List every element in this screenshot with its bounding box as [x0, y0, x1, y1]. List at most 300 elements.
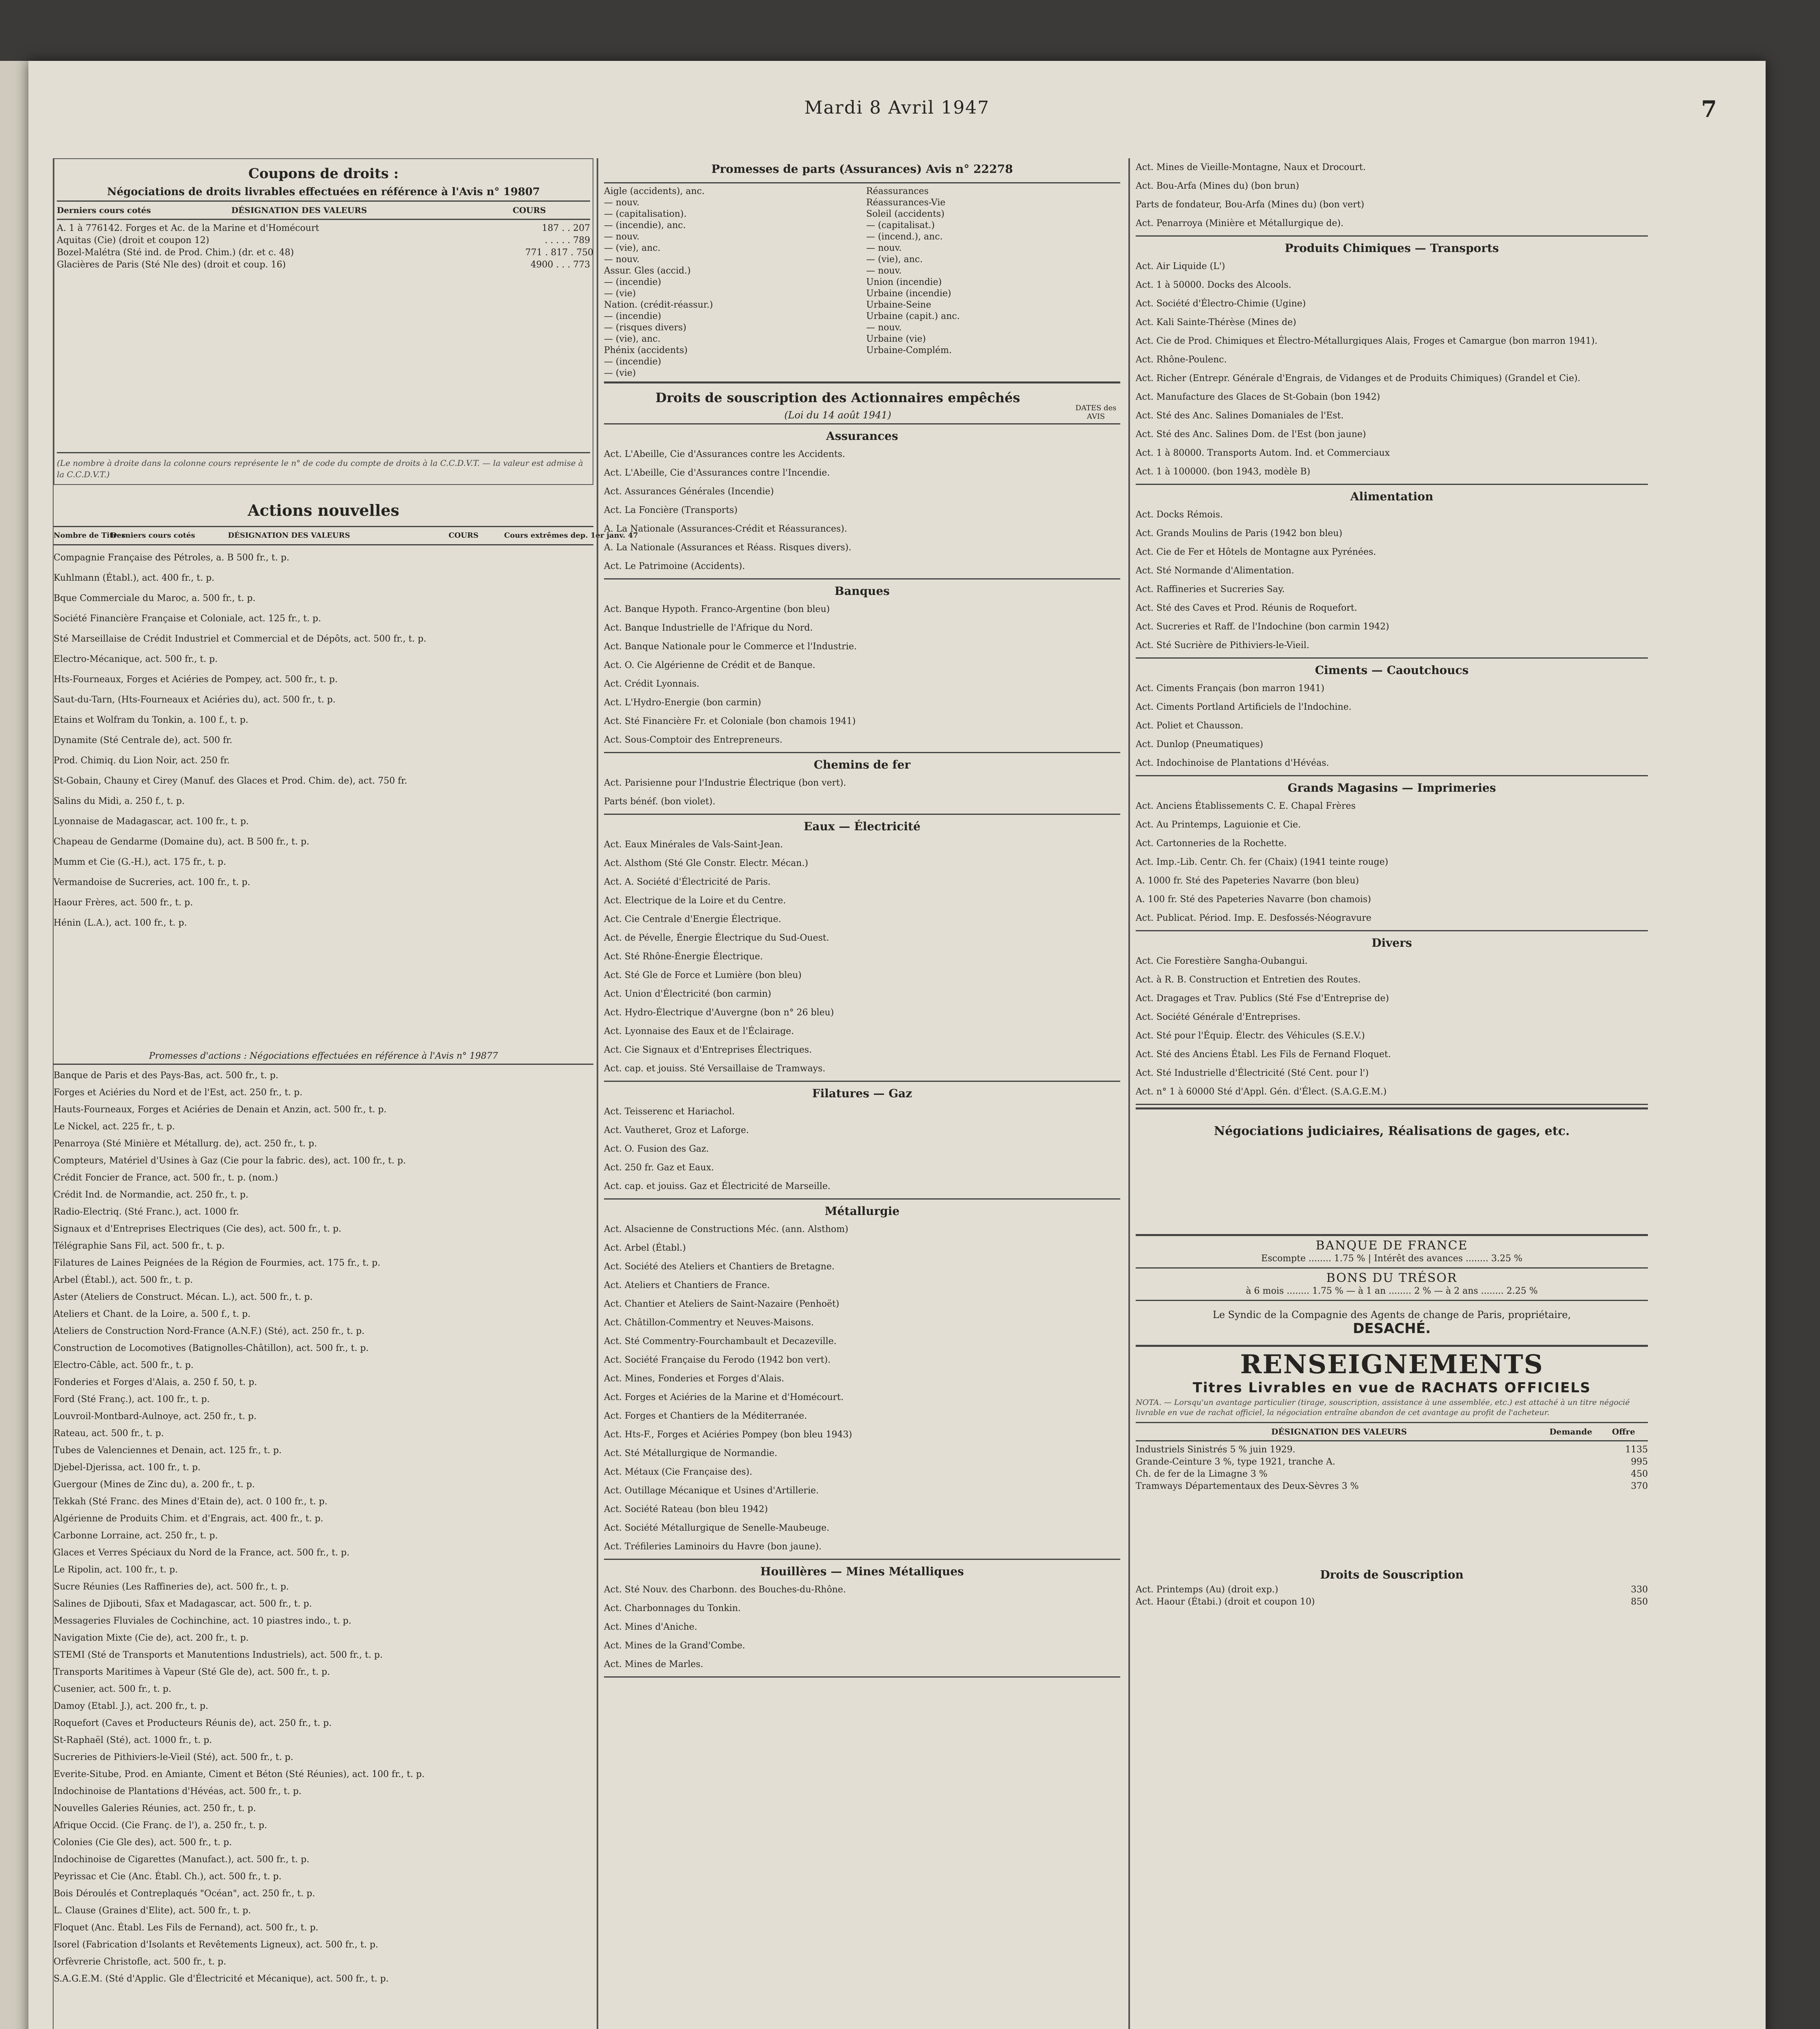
promesse-row	[54, 1800, 593, 1817]
action-row	[54, 670, 593, 690]
droit-row	[604, 1581, 1120, 1599]
promesse-row	[54, 1732, 593, 1749]
promesse-row-label: Sucreries de Pithiviers-le-Vieil (Sté), act. 500 fr., t. p.	[54, 1752, 293, 1762]
droit-row-label: Act. Sté Sucrière de Pithiviers-le-Vieil.	[1136, 640, 1309, 650]
droit-row	[604, 1276, 1120, 1295]
coupon-row-value: 4900 . . . 773	[530, 260, 590, 270]
droit-row	[1136, 989, 1648, 1008]
promesse-row-label: Banque de Paris et des Pays-Bas, act. 500 fr., t. p.	[54, 1071, 278, 1081]
droit-row	[1136, 524, 1648, 543]
coupon-row-label: Bozel-Malétra (Sté ind. de Prod. Chim.) (dr. et c. 48)	[57, 248, 294, 258]
promesse-row-label: Electro-Câble, act. 500 fr., t. p.	[54, 1360, 194, 1370]
parts-row-label: — (vie), anc.	[604, 334, 661, 344]
parts-row	[866, 254, 1120, 265]
parts-row	[604, 345, 858, 356]
promesse-row-label: Crédit Ind. de Normandie, act. 250 fr., t. p.	[54, 1190, 249, 1200]
coupon-row-value: 187 . . 207	[542, 223, 590, 233]
promesse-row	[54, 1749, 593, 1766]
droit-row	[604, 793, 1120, 811]
droit-row-label: Act. Manufacture des Glaces de St-Gobain (bon 1942)	[1136, 392, 1380, 402]
promesse-row-label: Crédit Foncier de France, act. 500 fr., t. p. (nom.)	[54, 1173, 278, 1183]
droit-row	[604, 948, 1120, 966]
promesse-row-label: Guergour (Mines de Zinc du), a. 200 fr., t. p.	[54, 1480, 255, 1490]
promesse-row	[54, 1306, 593, 1323]
promesse-row	[54, 1544, 593, 1562]
droit-row-label: Act. Union d'Électricité (bon carmin)	[604, 989, 772, 999]
action-row	[54, 629, 593, 649]
promesse-row	[54, 1408, 593, 1425]
droit-row-label: Act. Kali Sainte-Thérèse (Mines de)	[1136, 317, 1296, 327]
action-row-label: Mumm et Cie (G.-H.), act. 175 fr., t. p.	[54, 857, 226, 867]
droit-row	[604, 520, 1120, 538]
promesse-row	[54, 1476, 593, 1493]
droit-row-label: Act. n° 1 à 60000 Sté d'Appl. Gén. d'Élect. (S.A.G.E.M.)	[1136, 1087, 1387, 1097]
promesse-row-label: Salines de Djibouti, Sfax et Madagascar, act. 500 fr., t. p.	[54, 1599, 312, 1609]
parts-row-label: — (risques divers)	[604, 323, 686, 333]
droit-row-label: Act. Sté Métallurgique de Normandie.	[604, 1448, 777, 1458]
promesse-row-label: Carbonne Lorraine, act. 250 fr., t. p.	[54, 1531, 218, 1541]
souscription-row-value: 330	[1631, 1585, 1648, 1595]
rachat-row	[1136, 1444, 1648, 1456]
promesse-row-label: Floquet (Anc. Établ. Les Fils de Fernand), act. 500 fr., t. p.	[54, 1923, 319, 1933]
parts-row-label: Nation. (crédit-réassur.)	[604, 300, 713, 310]
promesse-row	[54, 1766, 593, 1783]
rachat-row	[1136, 1480, 1648, 1493]
droit-row-label: Act. Alsthom (Sté Gle Constr. Electr. Mécan.)	[604, 858, 809, 868]
droit-row-label: Act. A. Société d'Électricité de Paris.	[604, 877, 771, 887]
parts-row-label: Soleil (accidents)	[866, 209, 945, 219]
droit-row-label: Act. L'Abeille, Cie d'Assurances contre les Accidents.	[604, 449, 845, 459]
promesse-row-label: STEMI (Sté de Transports et Manutentions Industriels), act. 500 fr., t. p.	[54, 1650, 383, 1660]
droit-row-label: Act. Au Printemps, Laguionie et Cie.	[1136, 820, 1301, 830]
parts-row	[866, 197, 1120, 209]
promesse-row-label: Transports Maritimes à Vapeur (Sté Gle de), act. 500 fr., t. p.	[54, 1667, 330, 1677]
parts-row-label: Réassurances	[866, 186, 929, 196]
parts-row-label: Union (incendie)	[866, 277, 942, 287]
droit-row	[604, 675, 1120, 694]
parts-row-label: Phénix (accidents)	[604, 345, 688, 355]
promesse-row	[54, 1067, 593, 1084]
promesse-row-label: Orfèvrerie Christofle, act. 500 fr., t. p.	[54, 1957, 226, 1967]
droit-row-label: Act. 1 à 100000. (bon 1943, modèle B)	[1136, 467, 1311, 477]
droit-row	[604, 445, 1120, 464]
droit-row	[1136, 735, 1648, 754]
rachats-note: NOTA. — Lorsqu'un avantage particulier (tirage, souscription, assistance à une assemblée, etc.) est attaché à un titre négocié livrable en vue de rachat officiel, la négociation entraîne abandon de cet avantage au profit de l'acheteur.	[1136, 1398, 1630, 1417]
droit-row-label: Act. Banque Nationale pour le Commerce et l'Industrie.	[604, 642, 857, 652]
banque-title: BANQUE DE FRANCE	[1315, 1239, 1468, 1253]
droit-row	[1136, 295, 1648, 313]
promesse-row-label: Louvroil-Montbard-Aulnoye, act. 250 fr., t. p.	[54, 1411, 257, 1422]
droit-row-label: Act. Alsacienne de Constructions Méc. (ann. Alsthom)	[604, 1224, 848, 1234]
droit-row-label: Act. Ciments Portland Artificiels de l'Indochine.	[1136, 702, 1352, 712]
parts-row	[866, 277, 1120, 288]
parts-row	[866, 299, 1120, 311]
parts-row	[866, 209, 1120, 220]
promesse-row-label: Signaux et d'Entreprises Electriques (Cie des), act. 500 fr., t. p.	[54, 1224, 342, 1234]
droit-row	[604, 1177, 1120, 1196]
promesse-row	[54, 1425, 593, 1442]
droit-row-label: Act. Raffineries et Sucreries Say.	[1136, 584, 1285, 594]
promesse-row	[54, 1954, 593, 1971]
souscription-row-label: Act. Printemps (Au) (droit exp.)	[1136, 1585, 1279, 1595]
droit-row-label: Act. Métaux (Cie Française des).	[604, 1467, 753, 1477]
droit-row-label: Parts de fondateur, Bou-Arfa (Mines du) (bon vert)	[1136, 200, 1365, 210]
section-title: Divers	[1371, 936, 1412, 950]
coupons-note: (Le nombre à droite dans la colonne cours représente le n° de code du compte de droits à la C.C.D.V.T. — la valeur est admise à la C.C.D.V.T.)	[57, 458, 583, 479]
droit-row	[604, 1121, 1120, 1140]
parts-row-label: — (incendie)	[604, 311, 662, 321]
section-title: Ciments — Caoutchoucs	[1315, 663, 1469, 677]
section-title: Chemins de fer	[813, 758, 911, 771]
parts-row-label: — (incendie)	[604, 277, 662, 287]
parts-row	[604, 243, 858, 254]
droit-row	[1136, 952, 1648, 971]
parts-row-label: Aigle (accidents), anc.	[604, 186, 705, 196]
droit-row	[604, 929, 1120, 948]
action-row-label: Dynamite (Sté Centrale de), act. 500 fr.	[54, 735, 233, 745]
droit-row	[604, 464, 1120, 482]
promesse-row	[54, 1221, 593, 1238]
droit-row	[1136, 177, 1648, 196]
promesse-row-label: L. Clause (Graines d'Elite), act. 500 fr., t. p.	[54, 1906, 251, 1916]
promesse-row-label: Bois Déroulés et Contreplaqués "Océan", act. 250 fr., t. p.	[54, 1889, 315, 1899]
parts-row-label: — (capitalisat.)	[866, 220, 935, 230]
droit-row	[604, 1041, 1120, 1060]
souscription-row-value: 850	[1631, 1597, 1648, 1607]
droit-row-label: Act. Sté des Anciens Établ. Les Fils de Fernand Floquet.	[1136, 1049, 1391, 1060]
droit-row	[604, 1351, 1120, 1370]
droit-row	[1136, 158, 1648, 177]
droit-row	[1136, 717, 1648, 735]
droit-row-label: Act. Société Générale d'Entreprises.	[1136, 1012, 1301, 1022]
droit-row-label: Act. Vautheret, Groz et Laforge.	[604, 1125, 749, 1135]
droit-row	[1136, 797, 1648, 816]
promesse-row	[54, 1630, 593, 1647]
droit-row	[1136, 834, 1648, 853]
promesse-row	[54, 1118, 593, 1135]
rachat-row-value: 995	[1631, 1457, 1648, 1467]
droit-row-label: A. 1000 fr. Sté des Papeteries Navarre (bon bleu)	[1136, 876, 1359, 886]
promesse-row	[54, 1579, 593, 1596]
section-title: Assurances	[826, 429, 898, 443]
droit-row-label: Act. Mines de la Grand'Combe.	[604, 1641, 745, 1651]
droit-row-label: Act. Sté Rhône-Énergie Électrique.	[604, 952, 763, 962]
droit-row-label: Act. Sté Financière Fr. et Coloniale (bon chamois 1941)	[604, 716, 856, 726]
action-row-label: Haour Frères, act. 500 fr., t. p.	[54, 898, 193, 908]
droit-row-label: Act. Sté des Anc. Salines Domaniales de l'Est.	[1136, 411, 1344, 421]
droit-row	[604, 712, 1120, 731]
droit-row	[604, 1519, 1120, 1538]
droit-row	[604, 619, 1120, 638]
promesse-row	[54, 1834, 593, 1851]
parts-row	[866, 322, 1120, 334]
droit-row-label: Act. cap. et jouiss. Sté Versaillaise de Tramways.	[604, 1064, 826, 1074]
actions-header-row: Nombre de Titres Derniers cours cotés DÉSIGNATION DES VALEURS COURS Cours extrêmes dep. 1er janv. 47	[54, 531, 638, 540]
section-title: Houillères — Mines Métalliques	[760, 1565, 964, 1578]
coupons-title: Coupons de droits :	[248, 166, 399, 182]
action-row	[54, 832, 593, 852]
parts-row	[866, 345, 1120, 356]
droit-row-label: Act. Bou-Arfa (Mines du) (bon brun)	[1136, 181, 1299, 191]
droit-row-label: Act. cap. et jouiss. Gaz et Électricité de Marseille.	[604, 1181, 831, 1191]
droit-row	[1136, 872, 1648, 890]
promesse-row-label: Compteurs, Matériel d'Usines à Gaz (Cie pour la fabric. des), act. 100 fr., t. p.	[54, 1156, 406, 1166]
parts-row	[866, 243, 1120, 254]
coupon-row	[57, 259, 590, 271]
droit-row	[1136, 853, 1648, 872]
souscription-row	[1136, 1596, 1648, 1608]
droit-row-label: Act. Richer (Entrepr. Générale d'Engrais, de Vidanges et de Produits Chimiques) (Grandel et Cie).	[1136, 373, 1581, 383]
droit-row-label: Act. Société des Ateliers et Chantiers de Bretagne.	[604, 1262, 835, 1272]
promesse-row-label: Roquefort (Caves et Producteurs Réunis de), act. 250 fr., t. p.	[54, 1718, 332, 1728]
promesse-row-label: Forges et Aciéries du Nord et de l'Est, act. 250 fr., t. p.	[54, 1088, 303, 1098]
droit-row	[1136, 313, 1648, 332]
promesse-row	[54, 1613, 593, 1630]
droit-row-label: Act. Assurances Générales (Incendie)	[604, 487, 774, 497]
droit-row-label: Act. Le Patrimoine (Accidents).	[604, 561, 745, 571]
parts-row	[604, 356, 858, 368]
promesse-row	[54, 1289, 593, 1306]
parts-row-label: — nouv.	[866, 323, 902, 333]
parts-row	[866, 186, 1120, 197]
droit-row-label: Act. Société Rateau (bon bleu 1942)	[604, 1504, 768, 1514]
droit-row	[1136, 890, 1648, 909]
column-2	[597, 158, 1126, 2029]
action-row	[54, 548, 593, 568]
promesse-row	[54, 1101, 593, 1118]
droit-row	[604, 1444, 1120, 1463]
droit-row	[604, 731, 1120, 750]
parts-row-label: — (capitalisation).	[604, 209, 687, 219]
promesse-row-label: Peyrissac et Cie (Anc. Établ. Ch.), act. 500 fr., t. p.	[54, 1872, 282, 1882]
droit-row	[604, 873, 1120, 892]
droit-row	[604, 1103, 1120, 1121]
promesse-row	[54, 1902, 593, 1919]
promesse-row-label: Tekkah (Sté Franc. des Mines d'Etain de), act. 0 100 fr., t. p.	[54, 1497, 328, 1507]
droit-row-label: Act. Mines de Marles.	[604, 1659, 703, 1669]
droit-row	[604, 910, 1120, 929]
action-row	[54, 649, 593, 670]
promesse-row	[54, 1357, 593, 1374]
promesse-row	[54, 1596, 593, 1613]
coupon-row	[57, 235, 590, 247]
droit-row-label: Act. Société Française du Ferodo (1942 bon vert).	[604, 1355, 831, 1365]
action-row-label: Vermandoise de Sucreries, act. 100 fr., t. p.	[54, 877, 250, 887]
page-number: 7	[1701, 96, 1717, 123]
droit-row	[1136, 463, 1648, 481]
promesse-row	[54, 1885, 593, 1902]
droit-row-label: Act. Mines d'Aniche.	[604, 1622, 697, 1632]
promesse-row	[54, 1323, 593, 1340]
action-row	[54, 710, 593, 730]
promesse-row-label: Algérienne de Produits Chim. et d'Engrais, act. 400 fr., t. p.	[54, 1514, 323, 1524]
droit-row	[1136, 407, 1648, 425]
promesse-row	[54, 1664, 593, 1681]
droit-row	[604, 538, 1120, 557]
droit-row-label: Act. Société d'Électro-Chimie (Ugine)	[1136, 299, 1306, 309]
droit-row-label: Act. Ateliers et Chantiers de France.	[604, 1280, 770, 1290]
droit-row	[604, 854, 1120, 873]
rachat-row-label: Industriels Sinistrés 5 % juin 1929.	[1136, 1445, 1296, 1455]
promesse-row	[54, 1238, 593, 1255]
droit-row-label: Act. Cie Signaux et d'Entreprises Électriques.	[604, 1045, 812, 1055]
syndic-line: Le Syndic de la Compagnie des Agents de change de Paris, propriétaire,	[1212, 1309, 1571, 1320]
droit-row	[1136, 909, 1648, 928]
coupons-subtitle: Négociations de droits livrables effectuées en référence à l'Avis n° 19807	[107, 186, 540, 198]
droit-row-label: Act. Cie Forestière Sangha-Oubangui.	[1136, 956, 1308, 966]
droit-row-label: Act. Imp.-Lib. Centr. Ch. fer (Chaix) (1941 teinte rouge)	[1136, 857, 1389, 867]
droit-row	[1136, 1027, 1648, 1045]
droit-row	[604, 501, 1120, 520]
promesse-row-label: Isorel (Fabrication d'Isolants et Revêtements Ligneux), act. 500 fr., t. p.	[54, 1940, 378, 1950]
droit-row-label: Act. Forges et Aciéries de la Marine et d'Homécourt.	[604, 1392, 844, 1402]
promesse-row	[54, 1442, 593, 1459]
droit-row	[604, 1220, 1120, 1239]
droit-row-label: Act. Forges et Chantiers de la Méditerranée.	[604, 1411, 807, 1421]
parts-row-label: — (vie)	[604, 368, 636, 378]
parts-row-label: — nouv.	[604, 254, 640, 265]
banque-rates: Escompte ........ 1.75 % | Intérêt des avances ........ 3.25 %	[1261, 1254, 1522, 1264]
droit-row	[604, 985, 1120, 1004]
action-row	[54, 812, 593, 832]
droit-row-label: Act. Sté Gle de Force et Lumière (bon bleu)	[604, 970, 802, 980]
droit-row-label: Act. à R. B. Construction et Entretien des Routes.	[1136, 975, 1361, 985]
droit-row	[604, 1407, 1120, 1426]
promesse-row-label: Hauts-Fourneaux, Forges et Aciéries de Denain et Anzin, act. 500 fr., t. p.	[54, 1105, 387, 1115]
droit-row	[1136, 562, 1648, 580]
action-row-label: Kuhlmann (Établ.), act. 400 fr., t. p.	[54, 573, 215, 583]
rachat-row-label: Ch. de fer de la Limagne 3 %	[1136, 1469, 1268, 1479]
promesse-row-label: Le Ripolin, act. 100 fr., t. p.	[54, 1565, 178, 1575]
bons-rates: à 6 mois ........ 1.75 % — à 1 an ........ 2 % — à 2 ans ........ 2.25 %	[1246, 1286, 1538, 1296]
droit-row	[1136, 618, 1648, 636]
droit-row	[1136, 580, 1648, 599]
droit-row	[604, 836, 1120, 854]
droit-row	[604, 1239, 1120, 1258]
droit-row-label: Act. Sté Industrielle d'Électricité (Sté Cent. pour l')	[1136, 1068, 1369, 1078]
promesse-row-label: Le Nickel, act. 225 fr., t. p.	[54, 1122, 175, 1132]
action-row-label: Compagnie Française des Pétroles, a. B 500 fr., t. p.	[54, 553, 289, 563]
parts-row	[604, 186, 858, 197]
rachat-row	[1136, 1456, 1648, 1468]
promesse-row	[54, 1204, 593, 1221]
droit-row	[1136, 332, 1648, 351]
droit-row	[604, 1004, 1120, 1022]
droit-row	[1136, 543, 1648, 562]
parts-row-label: Urbaine (capit.) anc.	[866, 311, 960, 321]
action-row	[54, 771, 593, 791]
droit-row-label: A. La Nationale (Assurances-Crédit et Réassurances).	[604, 524, 847, 534]
promesse-row	[54, 1374, 593, 1391]
droit-row-label: Act. Mines de Vieille-Montagne, Naux et Drocourt.	[1136, 162, 1366, 172]
action-row-label: Société Financière Française et Coloniale, act. 125 fr., t. p.	[54, 614, 321, 624]
bons-title: BONS DU TRÉSOR	[1326, 1271, 1458, 1285]
action-row	[54, 872, 593, 893]
droit-row	[604, 1140, 1120, 1159]
droit-row-label: Act. Sté des Anc. Salines Dom. de l'Est (bon jaune)	[1136, 429, 1366, 439]
promesse-row	[54, 1562, 593, 1579]
promesse-row	[54, 1971, 593, 1988]
droit-row	[604, 1159, 1120, 1177]
droit-row-label: Act. Crédit Lyonnais.	[604, 679, 700, 689]
droit-row-label: Act. Sucreries et Raff. de l'Indochine (bon carmin 1942)	[1136, 622, 1389, 632]
action-row-label: Bque Commerciale du Maroc, a. 500 fr., t. p.	[54, 593, 256, 603]
promesse-row-label: Télégraphie Sans Fil, act. 500 fr., t. p.	[54, 1241, 225, 1251]
droit-row-label: Act. La Foncière (Transports)	[604, 505, 738, 515]
rachat-row-value: 450	[1631, 1469, 1648, 1479]
promesse-row	[54, 1340, 593, 1357]
coupon-row-value: 771 . 817 . 750	[525, 248, 593, 258]
droit-row-label: Act. de Pévelle, Énergie Électrique du Sud-Ouest.	[604, 933, 829, 943]
action-row	[54, 852, 593, 872]
droit-row	[1136, 1045, 1648, 1064]
droit-row-label: Act. Charbonnages du Tonkin.	[604, 1603, 741, 1613]
droit-row-label: Act. Outillage Mécanique et Usines d'Artillerie.	[604, 1486, 819, 1496]
coupons-header-row: Derniers cours cotés DÉSIGNATION DES VALEURS COURS	[57, 205, 546, 215]
promesse-row-label: Indochinoise de Cigarettes (Manufact.), act. 500 fr., t. p.	[54, 1855, 310, 1865]
droits-title: Droits de souscription des Actionnaires empêchés	[655, 390, 1020, 405]
parts-row	[604, 209, 858, 220]
droit-row-label: A. La Nationale (Assurances et Réass. Risques divers).	[604, 543, 852, 553]
section-title: Alimentation	[1350, 490, 1434, 503]
droit-row-label: Act. Penarroya (Minière et Métallurgique de).	[1136, 218, 1344, 228]
section-title: Grands Magasins — Imprimeries	[1287, 781, 1496, 795]
droit-row	[1136, 506, 1648, 524]
parts-row-label: — nouv.	[866, 266, 902, 276]
promesse-row-label: Radio-Electriq. (Sté Franc.), act. 1000 fr.	[54, 1207, 239, 1217]
parts-row	[866, 220, 1120, 231]
droit-row	[604, 1060, 1120, 1078]
promesse-row-label: Aster (Ateliers de Construct. Mécan. L.), act. 500 fr., t. p.	[54, 1292, 313, 1302]
action-row-label: Etains et Wolfram du Tonkin, a. 100 f., t. p.	[54, 715, 248, 725]
droit-row	[1136, 679, 1648, 698]
parts-row-label: — (incendie), anc.	[604, 220, 686, 230]
promesse-row	[54, 1152, 593, 1170]
droit-row-label: Act. Poliet et Chausson.	[1136, 721, 1244, 731]
promesse-row	[54, 1459, 593, 1476]
droit-row-label: Act. Lyonnaise des Eaux et de l'Éclairage.	[604, 1026, 794, 1036]
rachat-row	[1136, 1468, 1648, 1480]
action-row	[54, 751, 593, 771]
droit-row-label: Act. Sté Nouv. des Charbonn. des Bouches-du-Rhône.	[604, 1585, 846, 1595]
souscription-row	[1136, 1584, 1648, 1596]
droit-row	[604, 482, 1120, 501]
parts-row	[866, 288, 1120, 299]
droit-row	[604, 656, 1120, 675]
droit-row-label: Act. O. Cie Algérienne de Crédit et de Banque.	[604, 660, 815, 670]
renseignements-title: RENSEIGNEMENTS	[1240, 1349, 1544, 1380]
droit-row-label: A. 100 fr. Sté des Papeteries Navarre (bon chamois)	[1136, 894, 1371, 905]
promesse-row-label: Arbel (Établ.), act. 500 fr., t. p.	[54, 1275, 193, 1285]
droit-row-label: Act. Dragages et Trav. Publics (Sté Fse d'Entreprise de)	[1136, 993, 1389, 1004]
promesse-row	[54, 1493, 593, 1510]
souscription-row-label: Act. Haour (Étabi.) (droit et coupon 10)	[1136, 1597, 1315, 1607]
promesse-row-label: Cusenier, act. 500 fr., t. p.	[54, 1684, 171, 1694]
promesse-row-label: Nouvelles Galeries Réunies, act. 250 fr., t. p.	[54, 1803, 256, 1814]
action-row-label: Salins du Midi, a. 250 f., t. p.	[54, 796, 185, 806]
droit-row	[1136, 636, 1648, 655]
promesse-row-label: Filatures de Laines Peignées de la Région de Fourmies, act. 175 fr., t. p.	[54, 1258, 381, 1268]
parts-row-label: Assur. Gles (accid.)	[604, 266, 691, 276]
parts-row	[604, 197, 858, 209]
promesse-row-label: Messageries Fluviales de Cochinchine, act. 10 piastres indo., t. p.	[54, 1616, 351, 1626]
droit-row-label: Act. 1 à 50000. Docks des Alcools.	[1136, 280, 1292, 290]
action-row	[54, 690, 593, 710]
promesse-row-label: Tubes de Valenciennes et Denain, act. 125 fr., t. p.	[54, 1445, 282, 1456]
action-row-label: Sté Marseillaise de Crédit Industriel et Commercial et de Dépôts, act. 500 fr., t. p.	[54, 634, 427, 644]
rachats-header-row: DÉSIGNATION DES VALEURS Demande Offre	[1271, 1427, 1635, 1437]
droit-row-label: Act. Chantier et Ateliers de Saint-Nazaire (Penhoët)	[604, 1299, 839, 1309]
